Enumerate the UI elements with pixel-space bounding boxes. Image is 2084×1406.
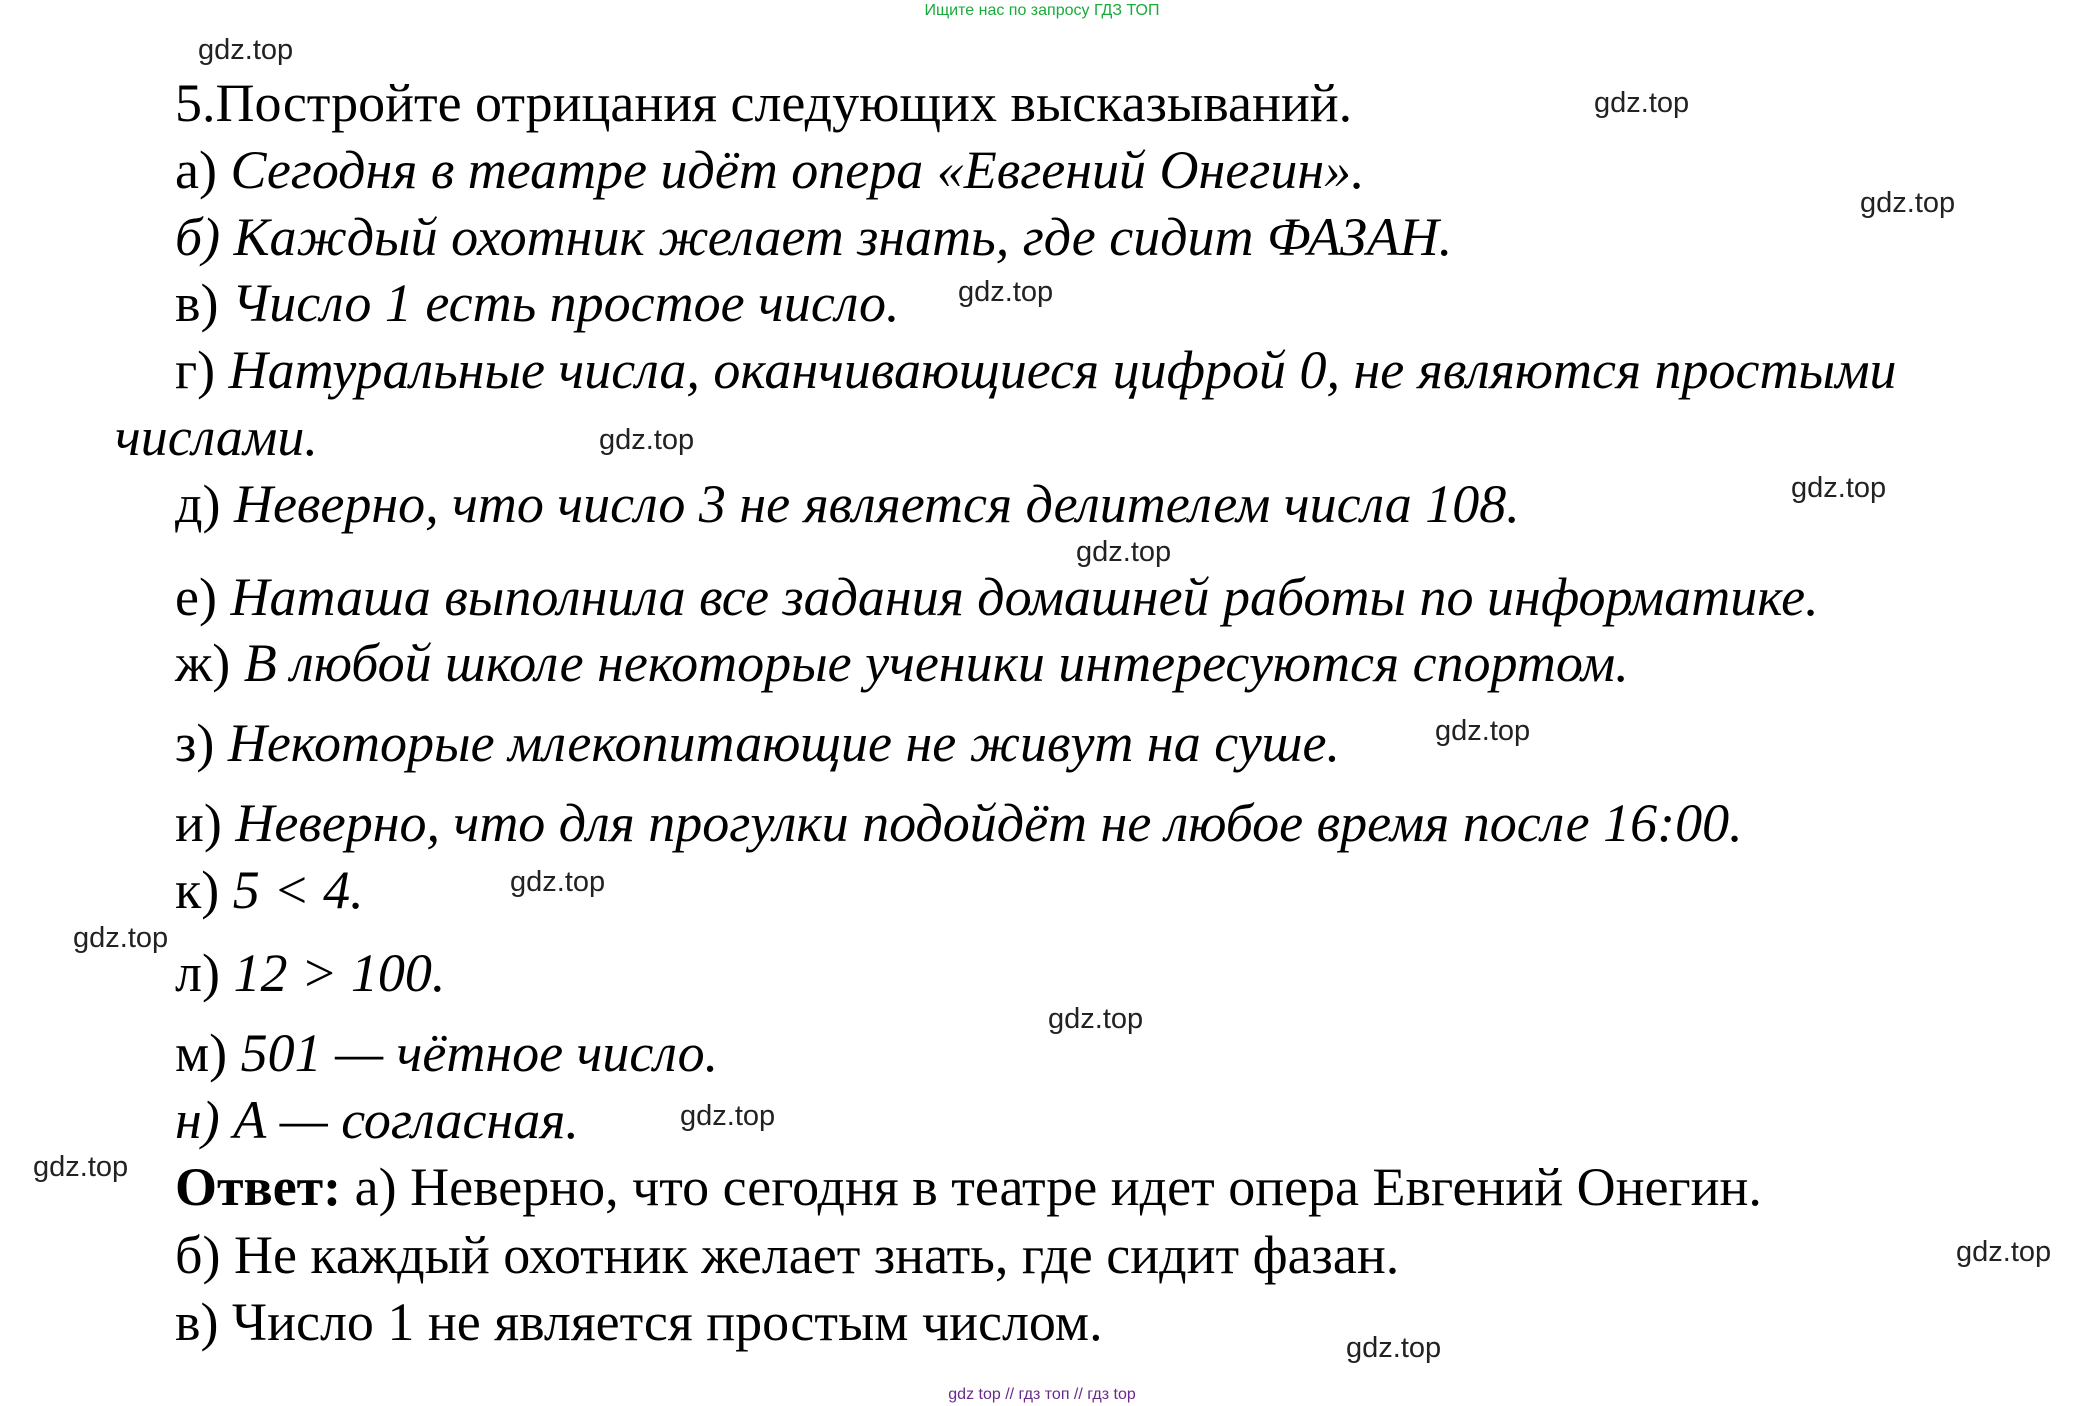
item-label: л) [175,943,220,1003]
task-item-zh [175,633,1629,693]
item-label: в) [175,273,219,333]
watermark: gdz.top [33,1151,129,1183]
item-label: и) [175,793,222,853]
task-item-i [175,793,1743,853]
item-text: В любой школе некоторые ученики интересуются спортом. [243,633,1629,693]
item-text: 501 — чётное число. [240,1023,719,1083]
task-item-g [175,340,1897,400]
watermark: gdz.top [1860,187,1956,219]
watermark: gdz.top [1435,715,1531,747]
task-item-e [175,567,1819,627]
task-item-g-continuation: числами. [115,407,318,467]
item-label: б) [175,207,221,267]
task-item-k [175,860,364,920]
answer-line-b: б) Не каждый охотник желает знать, где сидит фазан. [175,1225,1400,1285]
item-label: а) [175,140,217,200]
item-text: А — согласная. [233,1090,579,1150]
item-label: д) [175,474,221,534]
item-label: м) [175,1023,228,1083]
task-item-l [175,943,445,1003]
watermark: gdz.top [599,424,695,456]
item-text: Число 1 есть простое число. [231,273,900,333]
watermark: gdz.top [1956,1236,2052,1268]
task-item-m [175,1023,718,1083]
item-text: Некоторые млекопитающие не живут на суше. [227,713,1340,773]
task-item-a [175,140,1365,200]
item-text: Неверно, что для прогулки подойдёт не любое время после 16:00. [235,793,1743,853]
watermark: gdz.top [1048,1003,1144,1035]
watermark: gdz.top [1076,536,1172,568]
watermark: gdz.top [680,1100,776,1132]
item-text: 5 < 4. [232,860,364,920]
item-label: е) [175,567,217,627]
item-label: ж) [175,633,231,693]
item-label: г) [175,340,216,400]
watermark: gdz.top [510,866,606,898]
task-title: 5.Постройте отрицания следующих высказываний. [175,73,1353,133]
watermark: gdz.top [73,922,169,954]
footer-links: gdz top // гдз топ // гдз top [948,1386,1136,1403]
answer-label: Ответ: [175,1157,342,1217]
watermark: gdz.top [1791,472,1887,504]
item-text: Натуральные числа, оканчивающиеся цифрой 0, не являются простыми [228,340,1897,400]
item-label: к) [175,860,220,920]
task-item-b [175,207,1452,267]
item-label: з) [175,713,215,773]
watermark: gdz.top [198,34,294,66]
task-item-v [175,273,900,333]
item-text: Неверно, что число 3 не является делителем числа 108. [233,474,1520,534]
answer-text: а) Неверно, что сегодня в театре идет опера Евгений Онегин. [354,1157,1762,1217]
watermark: gdz.top [958,276,1054,308]
task-item-n [175,1090,579,1150]
watermark: gdz.top [1594,87,1690,119]
item-text: 12 > 100. [233,943,446,1003]
item-text: Каждый охотник желает знать, где сидит ФАЗАН. [233,207,1453,267]
answer-line-a [175,1157,1762,1217]
item-text: Сегодня в театре идёт опера «Евгений Онегин». [230,140,1365,200]
search-hint-banner: Ищите нас по запросу ГДЗ ТОП [924,2,1160,19]
watermark: gdz.top [1346,1332,1442,1364]
task-item-d [175,474,1520,534]
answer-line-v: в) Число 1 не является простым числом. [175,1292,1103,1352]
item-label: н) [175,1090,220,1150]
item-text: Наташа выполнила все задания домашней работы по информатике. [230,567,1819,627]
task-item-z [175,713,1340,773]
